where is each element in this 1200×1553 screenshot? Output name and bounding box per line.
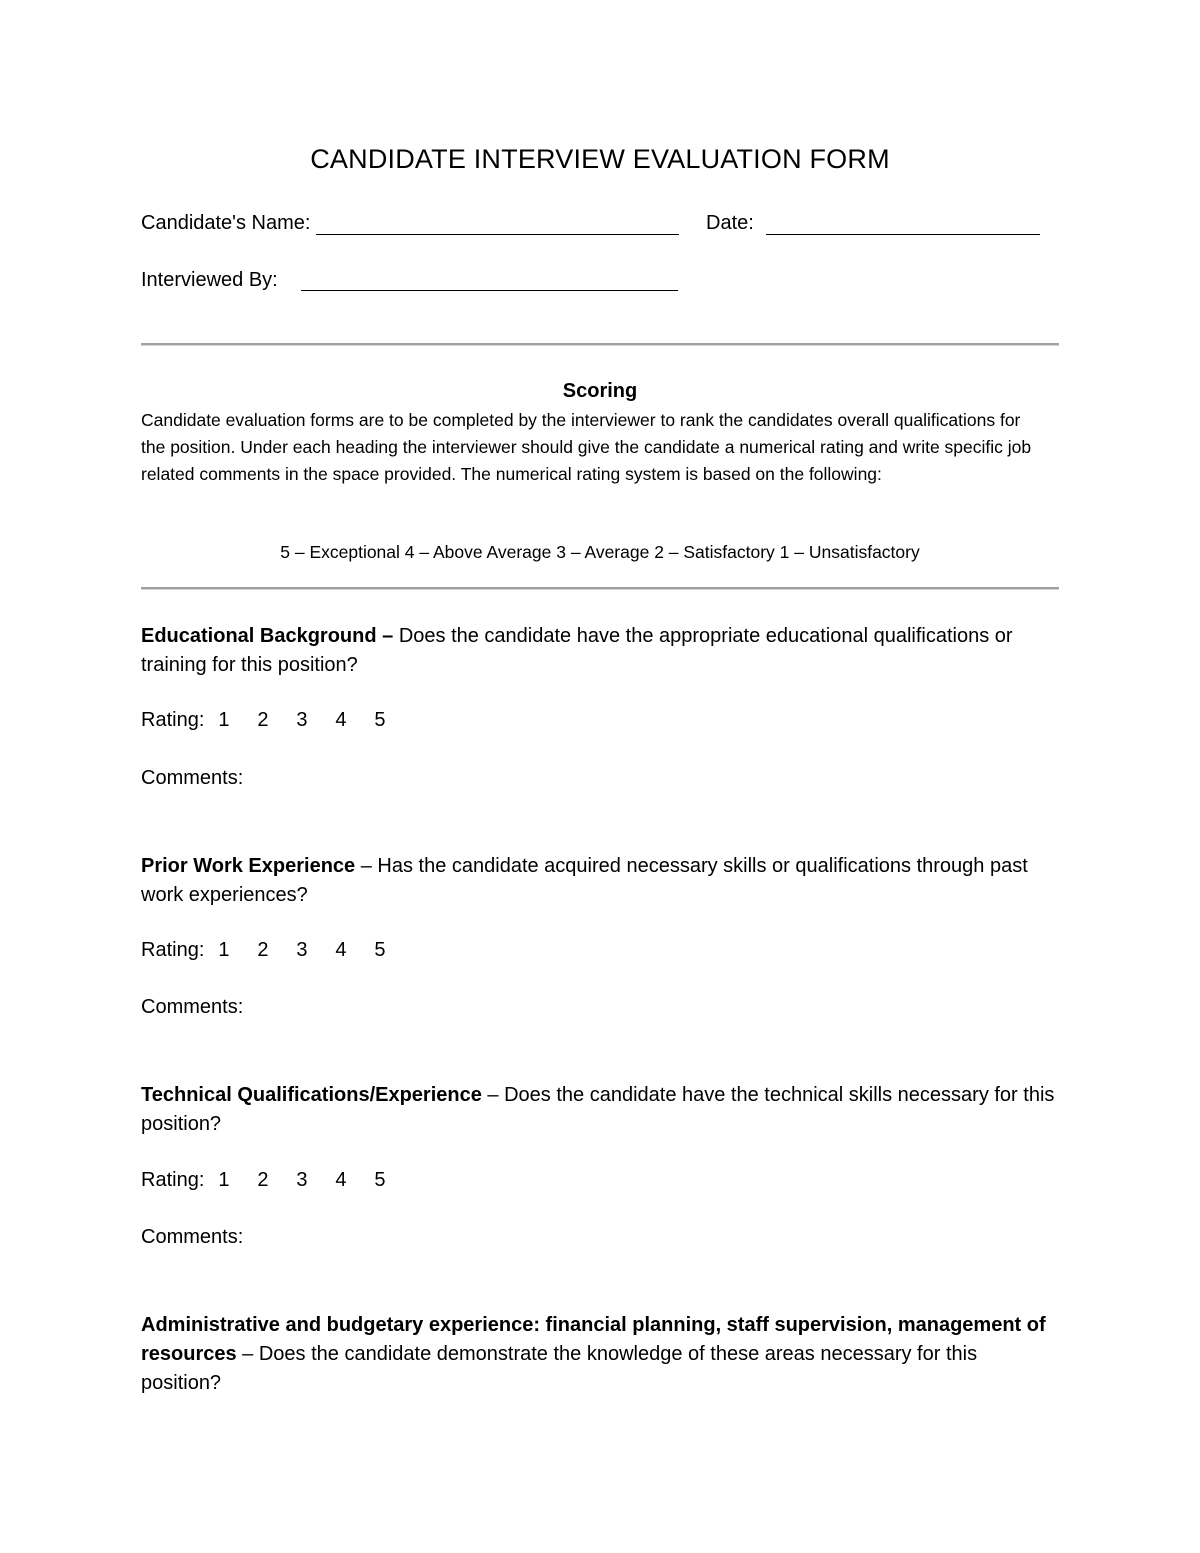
section-question: – Does the candidate have the technical skills necessary for this position? [141, 1084, 1055, 1135]
scoring-instructions: Candidate evaluation forms are to be completed by the interviewer to rank the candidates overall qualifications for the position. Under each heading the interviewer should give the candidate a numerical rating and write specific job related comments in the space provided. The numerical rating system is based on the following: [141, 410, 1032, 484]
section-administrative-budgetary [141, 1311, 1061, 1398]
rating-option-5[interactable]: 5 [374, 1169, 386, 1191]
rating-row-technical [141, 1169, 413, 1192]
section-educational-background [141, 622, 1061, 680]
candidate-name-label: Candidate's Name: [141, 212, 311, 234]
rating-label: Rating: [141, 709, 205, 731]
rating-option-2[interactable]: 2 [257, 709, 269, 731]
form-title: CANDIDATE INTERVIEW EVALUATION FORM [310, 144, 890, 174]
rating-scale: 5 – Exceptional 4 – Above Average 3 – Average 2 – Satisfactory 1 – Unsatisfactory [280, 542, 920, 562]
section-prior-work-experience [141, 852, 1061, 910]
rating-option-2[interactable]: 2 [257, 939, 269, 961]
divider-top [141, 343, 1059, 346]
comments-label-educational: Comments: [141, 767, 244, 789]
rating-option-1[interactable]: 1 [218, 939, 230, 961]
rating-option-5[interactable]: 5 [374, 939, 386, 961]
rating-option-4[interactable]: 4 [335, 939, 347, 961]
interviewed-by-field[interactable] [301, 290, 678, 291]
scoring-heading: Scoring [562, 380, 638, 402]
rating-row-work-experience [141, 939, 413, 962]
rating-option-2[interactable]: 2 [257, 1169, 269, 1191]
rating-row-educational [141, 709, 413, 732]
rating-option-3[interactable]: 3 [296, 939, 308, 961]
rating-option-1[interactable]: 1 [218, 709, 230, 731]
rating-option-1[interactable]: 1 [218, 1169, 230, 1191]
rating-label: Rating: [141, 1169, 205, 1191]
candidate-name-field[interactable] [316, 234, 679, 235]
section-question: Does the candidate have the appropriate educational qualifications or training for this position? [141, 625, 1013, 676]
rating-label: Rating: [141, 939, 205, 961]
section-heading: Technical Qualifications/Experience [141, 1084, 482, 1106]
date-field[interactable] [766, 234, 1040, 235]
rating-option-4[interactable]: 4 [335, 709, 347, 731]
date-label: Date: [706, 212, 754, 234]
section-question: – Has the candidate acquired necessary skills or qualifications through past work experiences? [141, 855, 1028, 906]
section-technical-qualifications [141, 1081, 1061, 1139]
rating-option-5[interactable]: 5 [374, 709, 386, 731]
divider-bottom [141, 587, 1059, 590]
rating-option-3[interactable]: 3 [296, 1169, 308, 1191]
rating-option-3[interactable]: 3 [296, 709, 308, 731]
section-question: – Does the candidate demonstrate the knowledge of these areas necessary for this position? [141, 1343, 978, 1394]
section-heading: Prior Work Experience [141, 855, 356, 877]
interviewed-by-label: Interviewed By: [141, 269, 278, 291]
rating-option-4[interactable]: 4 [335, 1169, 347, 1191]
comments-label-technical: Comments: [141, 1226, 244, 1248]
section-heading: Administrative and budgetary experience: financial planning, staff supervision, management of resources [141, 1314, 1046, 1365]
section-heading: Educational Background – [141, 625, 394, 647]
comments-label-work-experience: Comments: [141, 996, 244, 1018]
